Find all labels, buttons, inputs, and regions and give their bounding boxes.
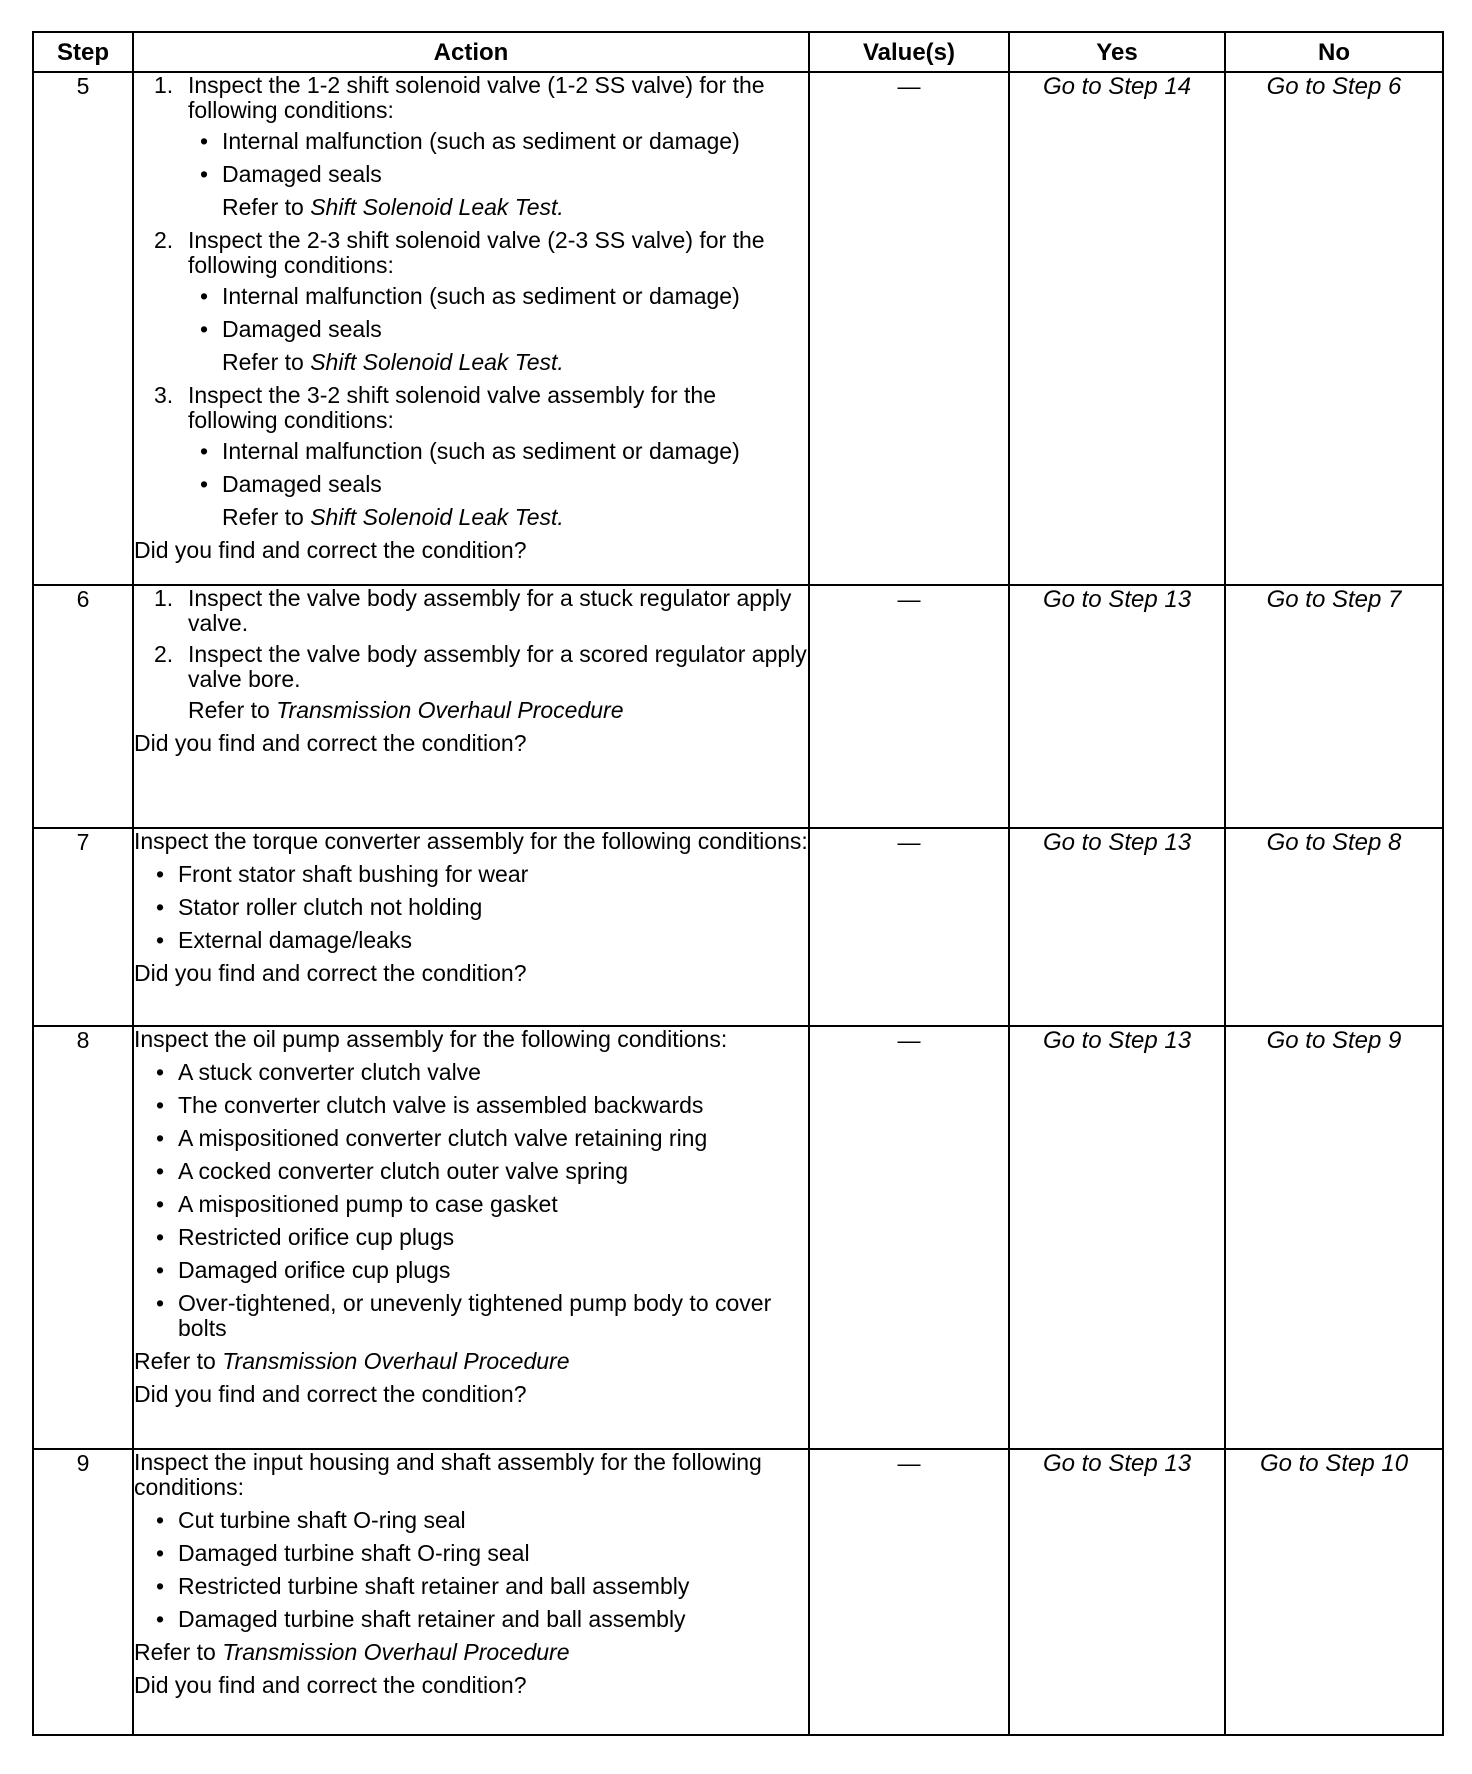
action-cell (133, 1026, 809, 1449)
bullet-text: The converter clutch valve is assembled backwards (178, 1092, 704, 1118)
reference-title: Transmission Overhaul Procedure (222, 1348, 570, 1374)
value-cell: — (809, 1026, 1009, 1449)
bullet-text: Over-tightened, or unevenly tightened pump body to cover bolts (178, 1290, 772, 1341)
bullet-text: Damaged turbine shaft retainer and ball assembly (178, 1606, 686, 1632)
step-7-row (33, 828, 1443, 1026)
bullet-text: A stuck converter clutch valve (178, 1059, 481, 1085)
bullet-item: • Damaged seals (134, 317, 808, 342)
bullet-text: Cut turbine shaft O-ring seal (178, 1507, 466, 1533)
bullet-text: External damage/leaks (178, 927, 412, 953)
item-number: 1. (154, 585, 174, 611)
bullet-item: • Damaged seals (134, 472, 808, 497)
no-link[interactable]: Go to Step 7 (1225, 585, 1443, 828)
reference-prefix: Refer to (222, 194, 311, 220)
reference-line (134, 195, 808, 220)
numbered-item (134, 383, 808, 433)
step-8-row (33, 1026, 1443, 1449)
bullet-text: Internal malfunction (such as sediment or damage) (222, 128, 740, 154)
reference-title: Shift Solenoid Leak Test. (310, 504, 564, 530)
header-row (33, 32, 1443, 72)
bullet-item: • A mispositioned pump to case gasket (134, 1192, 808, 1217)
bullet-item: • A mispositioned converter clutch valve retaining ring (134, 1126, 808, 1151)
value-cell: — (809, 72, 1009, 585)
reference-prefix: Refer to (188, 697, 277, 723)
question-text: Did you find and correct the condition? (134, 1672, 527, 1698)
bullet-item: • The converter clutch valve is assembled backwards (134, 1093, 808, 1118)
intro-text: Inspect the oil pump assembly for the following conditions: (134, 1026, 728, 1052)
item-text: Inspect the 2-3 shift solenoid valve (2-3 SS valve) for the following conditions: (188, 227, 765, 278)
reference-prefix: Refer to (222, 349, 311, 375)
reference-prefix: Refer to (222, 504, 311, 530)
reference-title: Transmission Overhaul Procedure (276, 697, 624, 723)
item-number: 2. (154, 641, 174, 667)
item-number: 1. (154, 72, 174, 98)
no-link[interactable]: Go to Step 6 (1225, 72, 1443, 585)
numbered-item (134, 586, 808, 636)
numbered-item (134, 642, 808, 692)
bullet-item: • Damaged orifice cup plugs (134, 1258, 808, 1283)
bullet-text: Internal malfunction (such as sediment or damage) (222, 283, 740, 309)
value-cell: — (809, 585, 1009, 828)
bullet-item: • A stuck converter clutch valve (134, 1060, 808, 1085)
action-cell (133, 1449, 809, 1735)
bullet-item: • External damage/leaks (134, 928, 808, 953)
no-link[interactable]: Go to Step 8 (1225, 828, 1443, 1026)
bullet-text: Internal malfunction (such as sediment or damage) (222, 438, 740, 464)
step-number: 8 (33, 1026, 133, 1449)
bullet-text: Restricted turbine shaft retainer and ball assembly (178, 1573, 690, 1599)
question-text: Did you find and correct the condition? (134, 960, 527, 986)
bullet-item: • Internal malfunction (such as sediment or damage) (134, 439, 808, 464)
value-cell: — (809, 1449, 1009, 1735)
bullet-text: A mispositioned converter clutch valve retaining ring (178, 1125, 708, 1151)
item-text: Inspect the valve body assembly for a stuck regulator apply valve. (188, 585, 792, 636)
no-link[interactable]: Go to Step 9 (1225, 1026, 1443, 1449)
reference-line (134, 350, 808, 375)
bullet-text: Damaged turbine shaft O-ring seal (178, 1540, 530, 1566)
item-text: Inspect the 1-2 shift solenoid valve (1-2 SS valve) for the following conditions: (188, 72, 765, 123)
bullet-item: • Stator roller clutch not holding (134, 895, 808, 920)
item-number: 2. (154, 227, 174, 253)
bullet-text: Stator roller clutch not holding (178, 894, 483, 920)
step-9-row (33, 1449, 1443, 1735)
bullet-item: • Internal malfunction (such as sediment or damage) (134, 129, 808, 154)
bullet-item: • Over-tightened, or unevenly tightened pump body to cover bolts (134, 1291, 808, 1341)
bullet-text: Damaged seals (222, 316, 382, 342)
question-text: Did you find and correct the condition? (134, 1381, 527, 1407)
question-text: Did you find and correct the condition? (134, 537, 527, 563)
step-5-row (33, 72, 1443, 585)
bullet-text: A cocked converter clutch outer valve spring (178, 1158, 629, 1184)
yes-link[interactable]: Go to Step 13 (1009, 1026, 1225, 1449)
bullet-item: • Front stator shaft bushing for wear (134, 862, 808, 887)
bullet-text: A mispositioned pump to case gasket (178, 1191, 558, 1217)
yes-link[interactable]: Go to Step 14 (1009, 72, 1225, 585)
header-yes: Yes (1009, 32, 1225, 72)
bullet-text: Damaged seals (222, 161, 382, 187)
bullet-text: Damaged seals (222, 471, 382, 497)
yes-link[interactable]: Go to Step 13 (1009, 1449, 1225, 1735)
action-cell (133, 828, 809, 1026)
bullet-text: Restricted orifice cup plugs (178, 1224, 455, 1250)
numbered-item (134, 228, 808, 278)
action-cell (133, 72, 809, 585)
intro-text: Inspect the input housing and shaft assembly for the following conditions: (134, 1449, 762, 1500)
reference-line (134, 1640, 808, 1665)
reference-line (134, 505, 808, 530)
numbered-item (134, 73, 808, 123)
intro-text: Inspect the torque converter assembly for the following conditions: (134, 828, 808, 854)
no-link[interactable]: Go to Step 10 (1225, 1449, 1443, 1735)
bullet-item: • Cut turbine shaft O-ring seal (134, 1508, 808, 1533)
bullet-text: Front stator shaft bushing for wear (178, 861, 529, 887)
header-no: No (1225, 32, 1443, 72)
step-number: 7 (33, 828, 133, 1026)
item-text: Inspect the 3-2 shift solenoid valve assembly for the following conditions: (188, 382, 717, 433)
bullet-item: • Damaged turbine shaft retainer and ball assembly (134, 1607, 808, 1632)
reference-title: Shift Solenoid Leak Test. (310, 194, 564, 220)
step-number: 9 (33, 1449, 133, 1735)
reference-line (134, 1349, 808, 1374)
header-step: Step (33, 32, 133, 72)
reference-prefix: Refer to (134, 1639, 223, 1665)
reference-line (134, 698, 808, 723)
bullet-item: • A cocked converter clutch outer valve spring (134, 1159, 808, 1184)
bullet-text: Damaged orifice cup plugs (178, 1257, 451, 1283)
reference-prefix: Refer to (134, 1348, 223, 1374)
bullet-item: • Damaged turbine shaft O-ring seal (134, 1541, 808, 1566)
bullet-item: • Restricted turbine shaft retainer and ball assembly (134, 1574, 808, 1599)
step-number: 5 (33, 72, 133, 585)
step-6-row (33, 585, 1443, 828)
yes-link[interactable]: Go to Step 13 (1009, 828, 1225, 1026)
bullet-item: • Internal malfunction (such as sediment or damage) (134, 284, 808, 309)
value-cell: — (809, 828, 1009, 1026)
reference-title: Transmission Overhaul Procedure (222, 1639, 570, 1665)
bullet-item: • Restricted orifice cup plugs (134, 1225, 808, 1250)
item-text: Inspect the valve body assembly for a scored regulator apply valve bore. (188, 641, 807, 692)
step-number: 6 (33, 585, 133, 828)
question-text: Did you find and correct the condition? (134, 730, 527, 756)
item-number: 3. (154, 382, 174, 408)
bullet-item: • Damaged seals (134, 162, 808, 187)
diagnostic-table (32, 31, 1444, 1736)
header-action: Action (133, 32, 809, 72)
reference-title: Shift Solenoid Leak Test. (310, 349, 564, 375)
action-cell (133, 585, 809, 828)
header-values: Value(s) (809, 32, 1009, 72)
yes-link[interactable]: Go to Step 13 (1009, 585, 1225, 828)
